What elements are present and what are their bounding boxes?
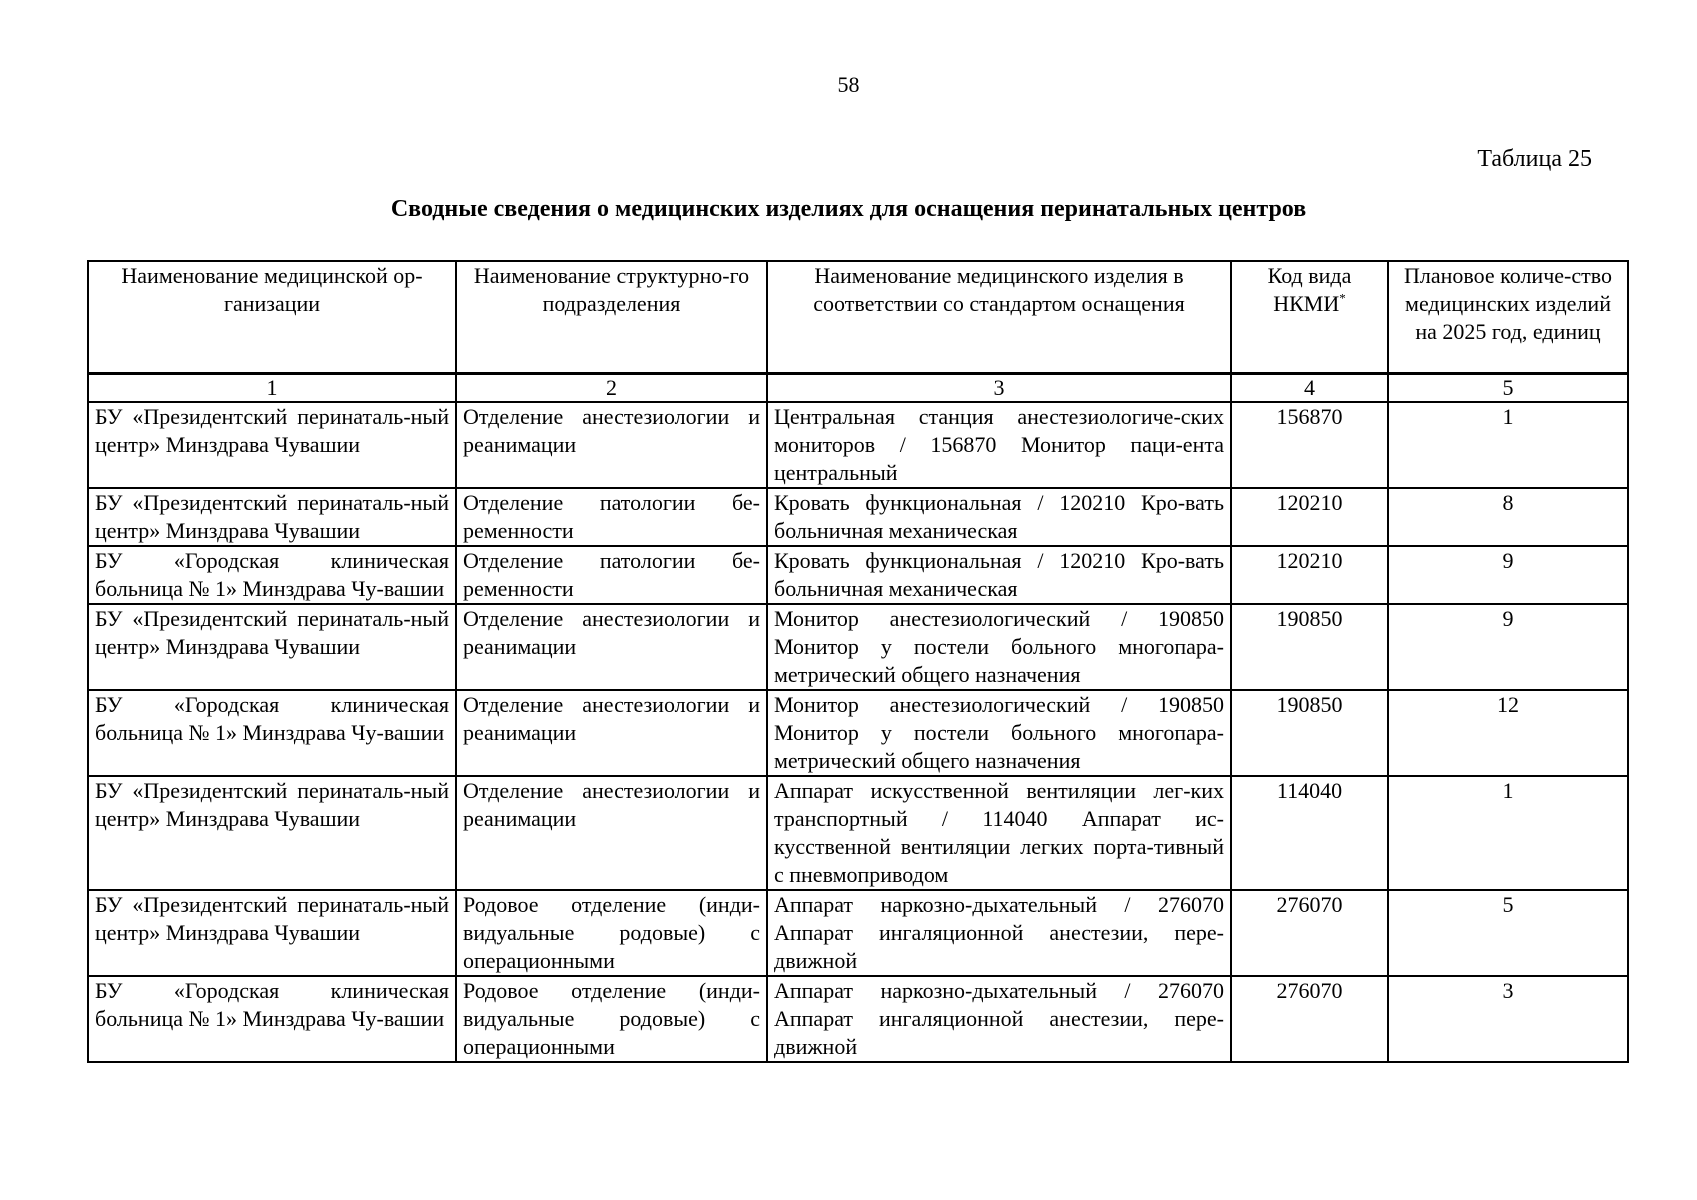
- cell-device: Монитор анестезиологический / 190850 Монитор у постели больного многопара-метрический общего назначения: [767, 690, 1231, 776]
- table-header-row: [88, 261, 1628, 374]
- devices-table: [87, 260, 1629, 1063]
- cell-quantity: 9: [1388, 546, 1628, 604]
- table-row: [88, 402, 1628, 488]
- cell-device: Кровать функциональная / 120210 Кро-вать больничная механическая: [767, 488, 1231, 546]
- cell-quantity: 9: [1388, 604, 1628, 690]
- page-number: 58: [837, 72, 860, 97]
- cell-department: Отделение патологии бе-ременности: [456, 546, 767, 604]
- cell-code: 114040: [1231, 776, 1388, 890]
- cell-code: 276070: [1231, 890, 1388, 976]
- column-number-row: [88, 374, 1628, 403]
- table-row: [88, 604, 1628, 690]
- table-row: [88, 546, 1628, 604]
- cell-device: Аппарат наркозно-дыхательный / 276070 Аппарат ингаляционной анестезии, пере-движной: [767, 890, 1231, 976]
- cell-department: Отделение анестезиологии и реанимации: [456, 690, 767, 776]
- cell-quantity: 1: [1388, 402, 1628, 488]
- cell-department: Родовое отделение (инди-видуальные родовые) с операционными: [456, 976, 767, 1062]
- cell-code: 120210: [1231, 488, 1388, 546]
- cell-code: 190850: [1231, 604, 1388, 690]
- cell-device: Аппарат наркозно-дыхательный / 276070 Аппарат ингаляционной анестезии, пере-движной: [767, 976, 1231, 1062]
- column-number: 4: [1231, 374, 1388, 403]
- cell-department: Отделение анестезиологии и реанимации: [456, 776, 767, 890]
- cell-organization: БУ «Президентский перинаталь-ный центр» Минздрава Чувашии: [88, 890, 456, 976]
- cell-quantity: 8: [1388, 488, 1628, 546]
- cell-device: Центральная станция анестезиологиче-ских мониторов / 156870 Монитор паци-ента центральный: [767, 402, 1231, 488]
- cell-organization: БУ «Городская клиническая больница № 1» Минздрава Чу-вашии: [88, 690, 456, 776]
- table-row: [88, 890, 1628, 976]
- table-row: [88, 976, 1628, 1062]
- cell-code: 120210: [1231, 546, 1388, 604]
- cell-quantity: 1: [1388, 776, 1628, 890]
- header-device: Наименование медицинского изделия в соответствии со стандартом оснащения: [767, 261, 1231, 374]
- cell-code: 190850: [1231, 690, 1388, 776]
- cell-quantity: 3: [1388, 976, 1628, 1062]
- column-number: 3: [767, 374, 1231, 403]
- column-number: 1: [88, 374, 456, 403]
- column-number: 2: [456, 374, 767, 403]
- page-title: Сводные сведения о медицинских изделиях для оснащения перинатальных центров: [390, 196, 1307, 222]
- cell-device: Монитор анестезиологический / 190850 Монитор у постели больного многопара-метрический общего назначения: [767, 604, 1231, 690]
- column-number: 5: [1388, 374, 1628, 403]
- header-quantity: Плановое количе-ство медицинских изделий на 2025 год, единиц: [1388, 261, 1628, 374]
- cell-quantity: 12: [1388, 690, 1628, 776]
- cell-quantity: 5: [1388, 890, 1628, 976]
- cell-code: 276070: [1231, 976, 1388, 1062]
- cell-department: Отделение патологии бе-ременности: [456, 488, 767, 546]
- cell-organization: БУ «Городская клиническая больница № 1» Минздрава Чу-вашии: [88, 546, 456, 604]
- table-row: [88, 488, 1628, 546]
- header-code: [1231, 261, 1388, 374]
- cell-code: 156870: [1231, 402, 1388, 488]
- header-department: Наименование структурно-го подразделения: [456, 261, 767, 374]
- cell-device: Аппарат искусственной вентиляции лег-ких транспортный / 114040 Аппарат ис-кусственной вентиляции легких порта-тивный с пневмоприводом: [767, 776, 1231, 890]
- header-organization: Наименование медицинской ор-ганизации: [88, 261, 456, 374]
- cell-department: Отделение анестезиологии и реанимации: [456, 604, 767, 690]
- cell-organization: БУ «Президентский перинаталь-ный центр» Минздрава Чувашии: [88, 402, 456, 488]
- table-label: Таблица 25: [1477, 146, 1592, 172]
- header-code-text: Код вида НКМИ: [1267, 263, 1352, 316]
- header-footnote-mark: *: [1339, 290, 1346, 306]
- cell-device: Кровать функциональная / 120210 Кро-вать больничная механическая: [767, 546, 1231, 604]
- cell-department: Отделение анестезиологии и реанимации: [456, 402, 767, 488]
- cell-organization: БУ «Городская клиническая больница № 1» Минздрава Чу-вашии: [88, 976, 456, 1062]
- cell-department: Родовое отделение (инди-видуальные родовые) с операционными: [456, 890, 767, 976]
- table-row: [88, 690, 1628, 776]
- cell-organization: БУ «Президентский перинаталь-ный центр» Минздрава Чувашии: [88, 776, 456, 890]
- cell-organization: БУ «Президентский перинаталь-ный центр» Минздрава Чувашии: [88, 488, 456, 546]
- cell-organization: БУ «Президентский перинаталь-ный центр» Минздрава Чувашии: [88, 604, 456, 690]
- table-row: [88, 776, 1628, 890]
